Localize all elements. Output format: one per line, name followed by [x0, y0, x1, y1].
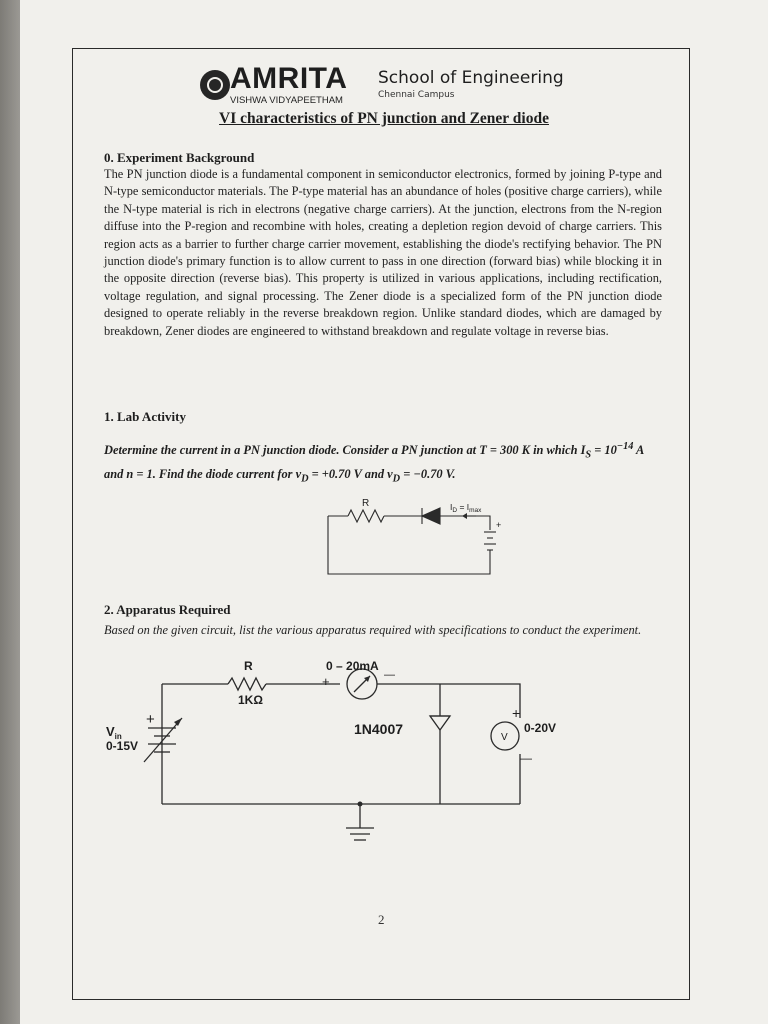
- problem-subscript: D: [301, 473, 309, 485]
- campus-name: Chennai Campus: [378, 90, 455, 100]
- resistor-symbol: [228, 678, 266, 690]
- source-range: 0-15V: [106, 739, 139, 753]
- arrow-head-icon: [174, 718, 182, 726]
- problem-text: = +0.70 V and v: [308, 466, 393, 481]
- apparatus-heading: 2. Apparatus Required: [104, 602, 231, 617]
- problem-subscript: D: [392, 473, 401, 485]
- diode-triangle: [422, 508, 440, 524]
- problem-text: A and n = 1. Find the diode current for v: [104, 443, 644, 481]
- zener-test-circuit: [100, 656, 580, 856]
- arrow-head-icon: [462, 513, 467, 519]
- circuit-wire: [377, 684, 520, 718]
- amrita-logo: [200, 62, 580, 108]
- current-label: $I_D = I_{max}$: [450, 502, 482, 514]
- brand-sub: VISHWA VIDYAPEETHAM: [230, 95, 343, 106]
- document-title: VI characteristics of PN junction and Zener diode: [219, 110, 549, 127]
- problem-subscript: S: [585, 449, 592, 461]
- problem-text: = 10: [591, 443, 617, 458]
- brand-name: AMRITA: [230, 62, 348, 95]
- problem-exponent: −14: [616, 441, 634, 452]
- ammeter-minus: —: [384, 669, 395, 681]
- voltmeter-minus: —: [520, 751, 532, 765]
- ammeter-range: 0 – 20mA: [326, 659, 379, 673]
- resistor-value: 1KΩ: [238, 693, 263, 707]
- lab-activity-heading: 1. Lab Activity: [104, 409, 186, 424]
- emblem-icon: [200, 70, 230, 100]
- voltmeter-range: 0-20V: [524, 721, 557, 735]
- pn-junction-circuit: [326, 494, 506, 578]
- problem-text: Determine the current in a PN junction diode. Consider a PN junction at T = 300 K in which I: [104, 443, 586, 458]
- lab-problem-statement: [104, 438, 664, 488]
- problem-text: = −0.70 V.: [400, 466, 456, 481]
- background-text: The PN junction diode is a fundamental component in semiconductor electronics, formed by joining P-type and N-type semiconductor materials. The P-type material has an abundance of holes (positive charge carriers), while the N-type material is rich in electrons (negative charge carriers). At the junction, electrons from the N-region diffuse into the P-region and recombine with holes, creating a depletion region devoid of charge carriers. This region acts as a barrier to further charge carrier movement, establishing the diode's rectifying behavior. The PN junction diode's primary function is to allow current to pass in one direction (forward bias) while blocking it in the opposite direction (reverse bias). This property is utilized in various applications, including rectification, voltage regulation, and signal processing. The Zener diode is a specialized form of the PN junction diode designed to operate reliably in the reverse breakdown region. Unlike standard diodes, which are damaged by breakdown, Zener diodes are engineered to withstand breakdown and regulate voltage in reverse bias.: [104, 167, 662, 338]
- source-label: $V_{in}$: [106, 724, 122, 741]
- source-plus: +: [146, 711, 155, 728]
- apparatus-instruction: Based on the given circuit, list the various apparatus required with specifications to conduct the experiment.: [104, 623, 642, 637]
- resistor-symbol: [348, 510, 384, 522]
- diode-triangle: [430, 716, 450, 730]
- diode-label: 1N4007: [354, 721, 404, 737]
- voltmeter-plus: +: [512, 705, 521, 721]
- school-name: School of Engineering: [378, 68, 564, 88]
- circuit-wire: [328, 516, 490, 574]
- resistor-label: R: [362, 498, 370, 509]
- background-heading: 0. Experiment Background: [104, 150, 255, 165]
- resistor-label: R: [244, 659, 253, 673]
- voltmeter-symbol-label: V: [501, 732, 508, 743]
- ammeter-plus: +: [322, 674, 330, 689]
- page-number: 2: [378, 912, 385, 927]
- ground-node: [358, 802, 363, 807]
- battery-plus: +: [496, 520, 502, 530]
- circuit-wire: [440, 516, 490, 530]
